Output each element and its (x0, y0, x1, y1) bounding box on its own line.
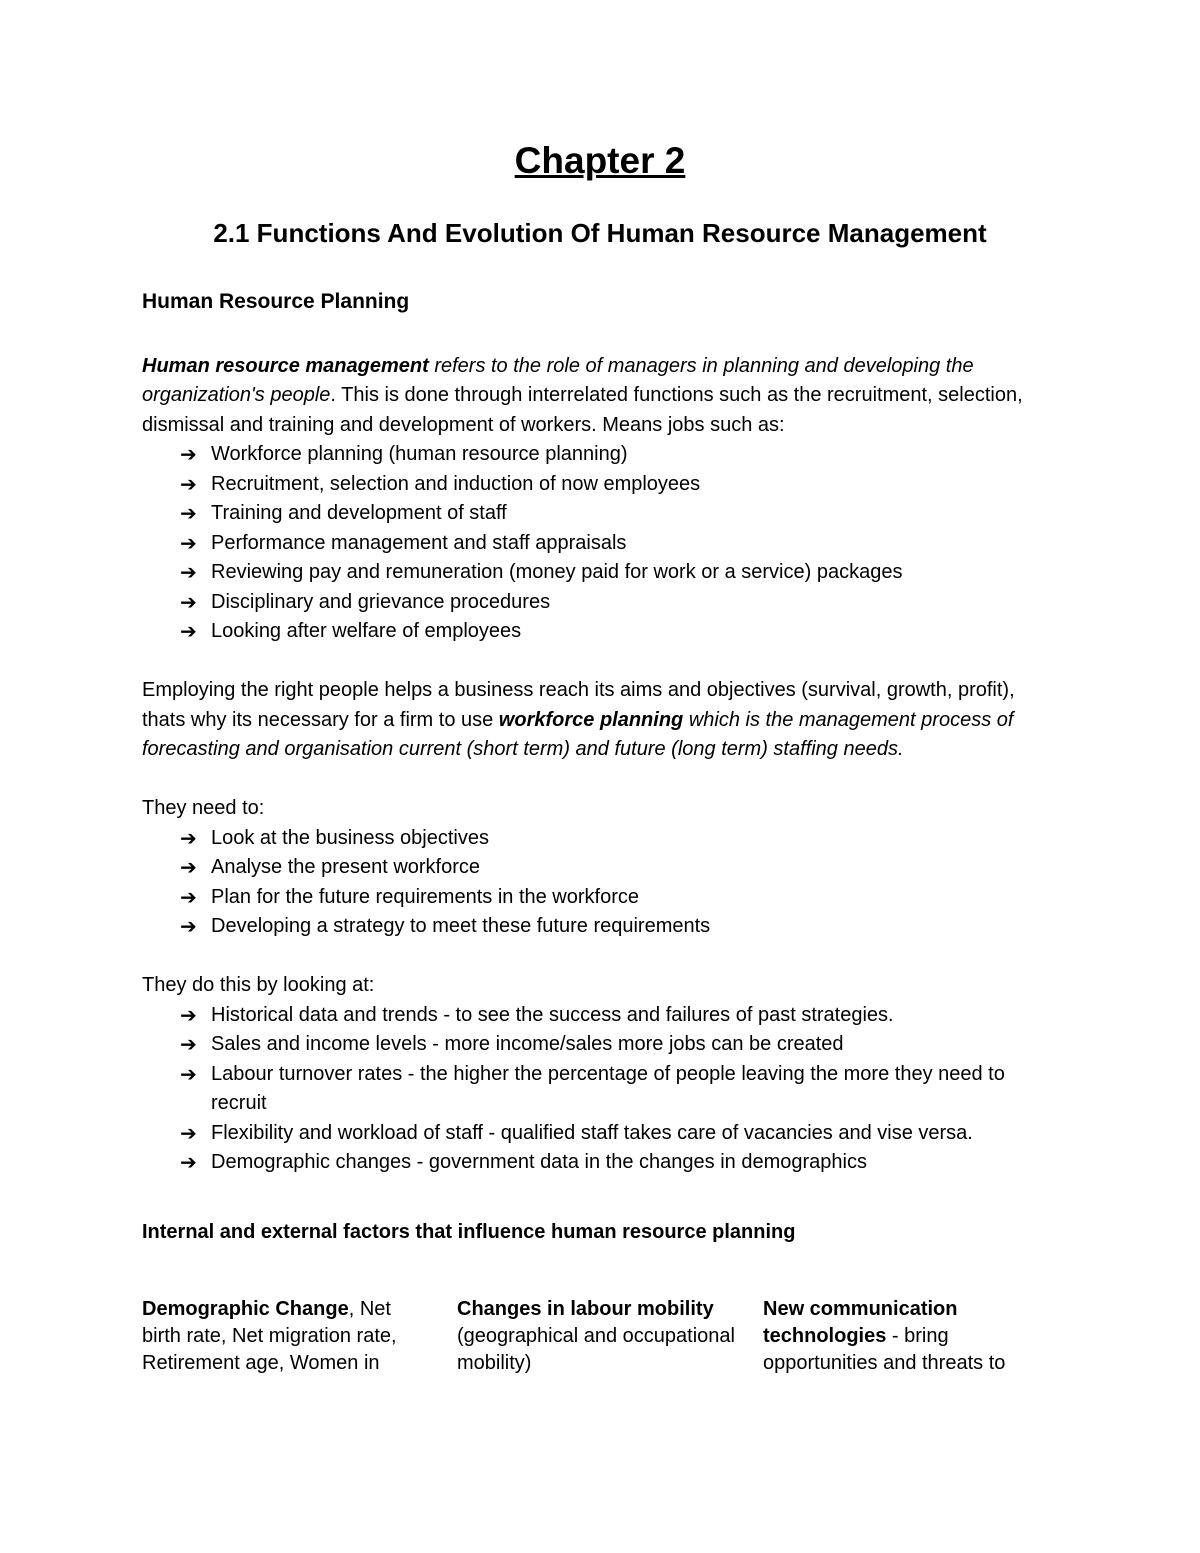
arrow-bullet-icon: ➔ (180, 1150, 197, 1174)
factor-column-demographic (142, 1296, 422, 1377)
definition-workforce-planning: which is the management process of forecasting and organisation current (short term) and future (long term) staffing needs. (142, 708, 1014, 760)
list-item (142, 558, 1062, 588)
factor-title: New communication technologies (763, 1298, 958, 1347)
heading-human-resource-planning: Human Resource Planning (142, 290, 410, 313)
arrow-bullet-icon: ➔ (180, 471, 197, 496)
arrow-bullet-icon: ➔ (180, 1032, 197, 1056)
list-item-text: Plan for the future requirements in the workforce (211, 885, 639, 908)
arrow-bullet-icon: ➔ (180, 1061, 197, 1086)
list-item-text: Look at the business objectives (211, 826, 489, 849)
list-item (142, 499, 1062, 529)
factor-title: Demographic Change (142, 1298, 349, 1320)
list-item-text: Reviewing pay and remuneration (money paid for work or a service) packages (211, 561, 903, 583)
factor-text: , Net birth rate, Net migration rate, Retirement age, Women in (142, 1298, 397, 1374)
list-needs (142, 824, 1062, 942)
list-item (142, 824, 1062, 854)
list-item-text: Developing a strategy to meet these future requirements (211, 915, 711, 937)
term-workforce-planning: workforce planning (498, 708, 684, 731)
list-item-text: Labour turnover rates - the higher the percentage of people leaving the more they need to recruit (211, 1062, 1005, 1114)
list-item-text: Looking after welfare of employees (211, 620, 522, 642)
arrow-bullet-icon: ➔ (180, 589, 197, 614)
arrow-bullet-icon: ➔ (180, 855, 197, 879)
list-item (142, 1148, 1062, 1178)
factors-columns (142, 1296, 1062, 1396)
arrow-bullet-icon: ➔ (180, 1120, 197, 1145)
paragraph-wp-start: Employing the right people helps a business reach its aims and objectives (survival, growth, profit), thats why its necessary for a firm to use (142, 679, 1015, 731)
list-item (142, 470, 1062, 500)
list-item (142, 440, 1062, 470)
list-item (142, 529, 1062, 559)
arrow-bullet-icon: ➔ (180, 884, 197, 909)
list-item-text: Analyse the present workforce (211, 856, 481, 878)
factor-text: - bring opportunities and threats to (763, 1325, 1006, 1374)
list-item-text: Demographic changes - government data in the changes in demographics (211, 1151, 867, 1173)
list-item-text: Recruitment, selection and induction of now employees (211, 472, 701, 495)
arrow-bullet-icon: ➔ (180, 501, 197, 525)
list-item (142, 883, 1062, 913)
paragraph-workforce-planning (142, 676, 1062, 765)
arrow-bullet-icon: ➔ (180, 619, 197, 643)
arrow-bullet-icon: ➔ (180, 560, 197, 584)
factor-column-communication (763, 1296, 1053, 1377)
paragraph-hrm-rest: . This is done through interrelated functions such as the recruitment, selection, dismissal and training and development of workers. Means jobs such as: (142, 384, 1023, 436)
section-title: 2.1 Functions And Evolution Of Human Resource Management (213, 218, 987, 248)
heading-factors: Internal and external factors that influence human resource planning (142, 1220, 796, 1243)
factor-column-labour-mobility (457, 1296, 752, 1377)
list-item (142, 912, 1062, 942)
list-item-text: Historical data and trends - to see the success and failures of past strategies. (211, 1003, 894, 1026)
list-item (142, 853, 1062, 883)
definition-hrm: refers to the role of managers in planning and developing the organization's people (142, 354, 974, 406)
arrow-bullet-icon: ➔ (180, 1002, 197, 1027)
list-item-text: Disciplinary and grievance procedures (211, 590, 551, 613)
chapter-title: Chapter 2 (514, 140, 686, 181)
list-item (142, 1030, 1062, 1060)
list-item (142, 617, 1062, 647)
factor-text: (geographical and occupational mobility) (457, 1325, 735, 1374)
list-item-text: Training and development of staff (211, 502, 507, 524)
list-hr-jobs (142, 440, 1062, 647)
arrow-bullet-icon: ➔ (180, 914, 197, 938)
list-item-text: Sales and income levels - more income/sales more jobs can be created (211, 1033, 844, 1055)
paragraph-they-need-to: They need to: (142, 797, 265, 819)
list-item-text: Flexibility and workload of staff - qualified staff takes care of vacancies and vise versa. (211, 1121, 973, 1144)
list-item-text: Performance management and staff appraisals (211, 531, 627, 554)
term-hrm: Human resource management (142, 354, 429, 377)
arrow-bullet-icon: ➔ (180, 825, 197, 850)
list-item (142, 1119, 1062, 1149)
arrow-bullet-icon: ➔ (180, 530, 197, 555)
list-item (142, 1001, 1062, 1031)
list-item (142, 1060, 1062, 1119)
list-item-text: Workforce planning (human resource planning) (211, 443, 628, 465)
paragraph-hrm-definition (142, 352, 1062, 441)
factor-title: Changes in labour mobility (457, 1298, 714, 1320)
list-item (142, 588, 1062, 618)
document-body (142, 287, 1062, 1247)
list-looking-at (142, 1001, 1062, 1178)
arrow-bullet-icon: ➔ (180, 442, 197, 466)
paragraph-they-do-this: They do this by looking at: (142, 974, 375, 996)
